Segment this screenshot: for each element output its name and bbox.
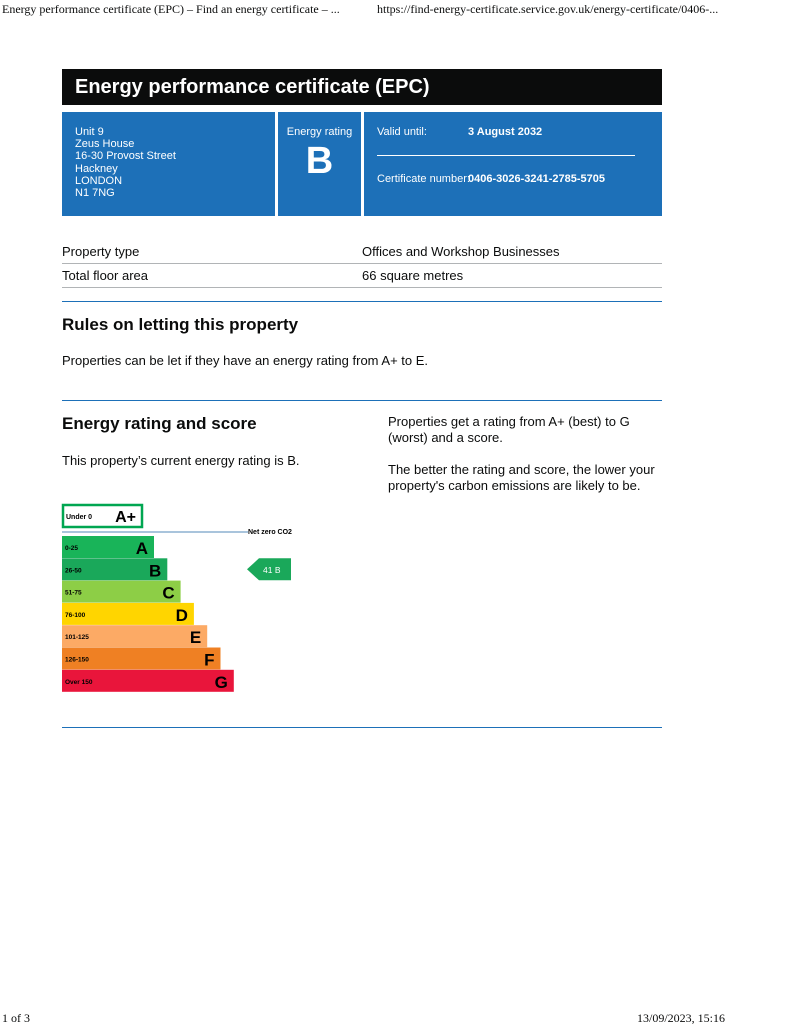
- rating-info-text: [388, 414, 630, 446]
- section-divider: [62, 400, 662, 401]
- band-letter: B: [149, 561, 162, 581]
- address-line: Unit 9: [75, 126, 104, 138]
- floor-area-row: [62, 264, 662, 288]
- certificate-number-label: Certificate number:: [377, 173, 470, 185]
- address-panel: [62, 112, 275, 216]
- band-range-label: 26-50: [65, 567, 82, 575]
- energy-heading: Energy rating and score: [62, 414, 257, 433]
- rating-info-line: (worst) and a score.: [388, 430, 503, 445]
- net-zero-label: Net zero CO2: [248, 529, 292, 536]
- band-range-label: 126-150: [65, 656, 89, 664]
- section-divider: [62, 301, 662, 302]
- print-page-url: https://find-energy-certificate.service.gov.uk/energy-certificate/0406-...: [377, 2, 719, 16]
- energy-rating-label: Energy rating: [286, 126, 353, 138]
- print-header: [0, 0, 791, 20]
- band-letter: A+: [115, 509, 136, 526]
- rating-info-line: Properties get a rating from A+ (best) to G: [388, 414, 630, 429]
- letting-heading: Rules on letting this property: [62, 315, 299, 334]
- page-title: Energy performance certificate (EPC): [62, 69, 662, 105]
- band-letter: D: [175, 605, 188, 625]
- floor-area-value: 66 square metres: [362, 268, 464, 283]
- energy-rating-value: B: [305, 140, 334, 182]
- address-line: LONDON: [75, 174, 123, 187]
- band-letter: A: [135, 539, 148, 558]
- band-letter: F: [204, 650, 215, 670]
- band-letter: C: [162, 583, 175, 603]
- letting-text: Properties can be let if they have an energy rating from A+ to E.: [62, 353, 429, 368]
- floor-area-label: Total floor area: [62, 268, 148, 283]
- valid-until-value: 3 August 2032: [468, 126, 543, 138]
- carbon-info-line: property's carbon emissions are likely to be.: [388, 478, 641, 493]
- address-line: 16-30 Provost Street: [75, 150, 176, 163]
- certificate-number-row: [377, 173, 606, 185]
- property-type-row: [62, 240, 662, 264]
- band-range-label: Under 0: [66, 514, 93, 521]
- property-type-label: Property type: [62, 244, 140, 259]
- certificate-number-value: 0406-3026-3241-2785-5705: [468, 173, 606, 185]
- energy-rating-chart-svg: [60, 500, 300, 700]
- carbon-info-line: The better the rating and score, the lower your: [388, 462, 655, 477]
- section-divider: [62, 727, 662, 728]
- certificate-panel: [364, 112, 662, 216]
- band-range-label: Over 150: [65, 678, 93, 686]
- print-page-number: 1 of 3: [2, 1011, 30, 1025]
- band-range-label: 51-75: [65, 589, 82, 597]
- valid-until-label: Valid until:: [377, 126, 427, 138]
- band-letter: E: [189, 628, 202, 648]
- band-letter: G: [214, 672, 228, 692]
- address-line: Hackney: [75, 162, 118, 175]
- carbon-info-text: [388, 462, 655, 494]
- energy-rating-chart: [60, 500, 300, 705]
- address-line: N1 7NG: [75, 187, 115, 200]
- band-range-label: 0-25: [65, 545, 79, 552]
- band-range-label: 76-100: [65, 611, 86, 619]
- print-page-title: Energy performance certificate (EPC) – Find an energy certificate – ...: [2, 2, 340, 16]
- address-lines: [75, 126, 176, 199]
- current-rating-text: This property’s current energy rating is B.: [62, 453, 300, 468]
- print-datetime: 13/09/2023, 15:16: [636, 1011, 725, 1025]
- band-range-label: 101-125: [65, 634, 89, 642]
- valid-until-row: [377, 126, 543, 138]
- certificate-divider: [377, 155, 635, 156]
- property-type-value: Offices and Workshop Businesses: [362, 244, 560, 259]
- energy-rating-panel: [278, 112, 361, 216]
- address-line: Zeus House: [75, 138, 135, 151]
- current-score-label: 41 B: [263, 564, 281, 575]
